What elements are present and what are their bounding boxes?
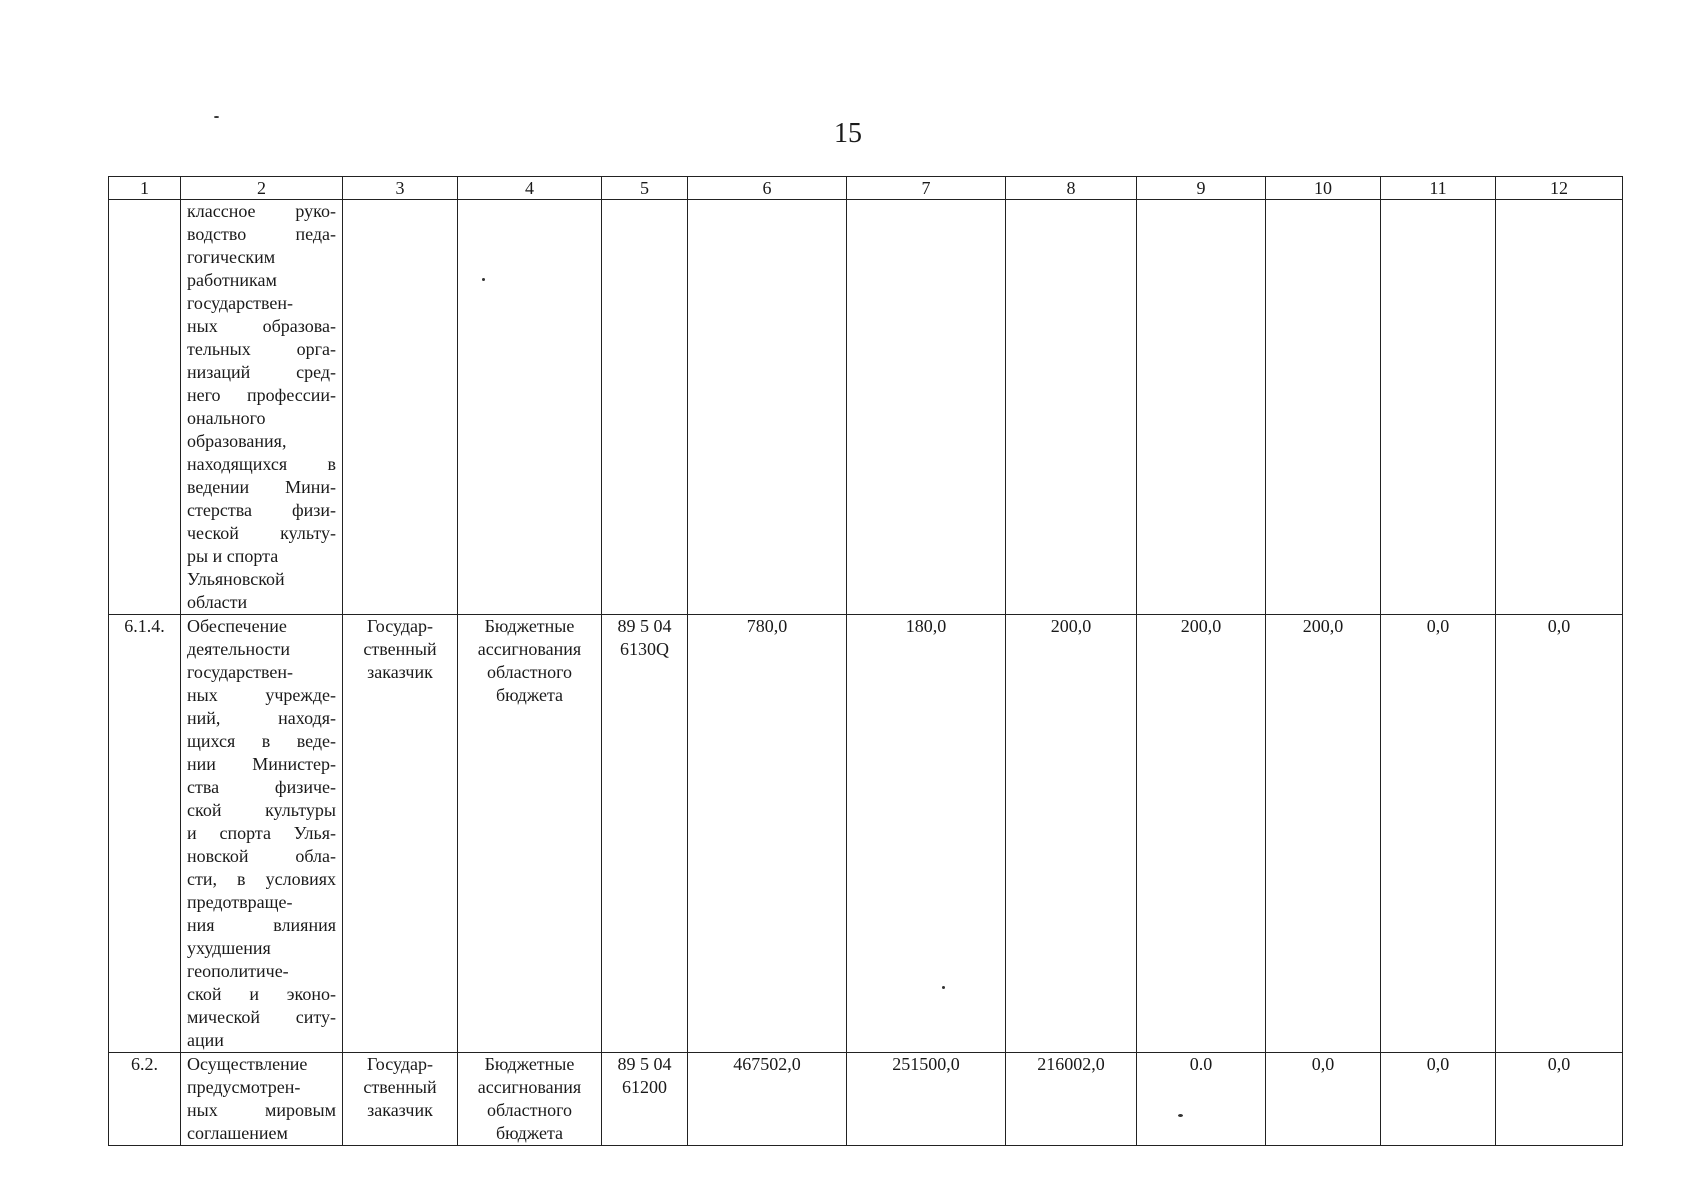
description-line: мической ситу- bbox=[187, 1007, 336, 1027]
funding-source-line: ассигнования bbox=[477, 1077, 582, 1097]
amount-cell-col-9: 0.0 bbox=[1137, 1053, 1266, 1146]
funding-source-cell bbox=[458, 615, 602, 1053]
funding-source-line: Бюджетные bbox=[484, 1054, 575, 1074]
column-header: 12 bbox=[1496, 177, 1623, 200]
column-header: 1 bbox=[109, 177, 181, 200]
description-line: нии Министер- bbox=[187, 754, 336, 774]
scan-speck bbox=[214, 116, 219, 118]
amount-cell-col-10 bbox=[1266, 200, 1381, 615]
column-header: 4 bbox=[458, 177, 602, 200]
amount-cell-col-12: 0,0 bbox=[1496, 615, 1623, 1053]
description-line: предотвраще- bbox=[187, 892, 293, 912]
funding-source-line: бюджета bbox=[495, 685, 564, 705]
amount-cell-col-6 bbox=[688, 200, 847, 615]
description-line: Осуществление bbox=[187, 1054, 308, 1074]
amount-cell-col-7 bbox=[847, 200, 1006, 615]
description-line: ры и спорта bbox=[187, 546, 279, 566]
description-line: соглашением bbox=[187, 1123, 288, 1143]
description-line: тельных орга- bbox=[187, 339, 336, 359]
description-line: ской культуры bbox=[187, 800, 336, 820]
description-line: гогическим bbox=[187, 247, 276, 267]
amount-cell-col-11: 0,0 bbox=[1381, 1053, 1496, 1146]
budget-code-cell bbox=[602, 200, 688, 615]
description-cell bbox=[181, 1053, 343, 1146]
amount-cell-col-10: 200,0 bbox=[1266, 615, 1381, 1053]
description-line: стерства физи- bbox=[187, 500, 336, 520]
description-line: ства физиче- bbox=[187, 777, 336, 797]
amount-cell-col-11: 0,0 bbox=[1381, 615, 1496, 1053]
table-row bbox=[109, 200, 1623, 615]
row-number-cell: 6.1.4. bbox=[109, 615, 181, 1053]
budget-code-cell bbox=[602, 615, 688, 1053]
description-line: Ульяновской bbox=[187, 569, 285, 589]
funding-source-line: ассигнования bbox=[477, 639, 582, 659]
budget-code-cell bbox=[602, 1053, 688, 1146]
description-line: классное руко- bbox=[187, 201, 336, 221]
customer-cell bbox=[343, 200, 458, 615]
column-header: 11 bbox=[1381, 177, 1496, 200]
amount-cell-col-9 bbox=[1137, 200, 1266, 615]
description-line: сти, в условиях bbox=[187, 869, 336, 889]
amount-cell-col-6: 780,0 bbox=[688, 615, 847, 1053]
customer-line: ственный bbox=[363, 639, 437, 659]
description-line: ния влияния bbox=[187, 915, 336, 935]
description-line: ухудшения bbox=[187, 938, 271, 958]
funding-source-cell bbox=[458, 1053, 602, 1146]
column-header: 8 bbox=[1006, 177, 1137, 200]
budget-code-line: 61200 bbox=[622, 1077, 667, 1097]
column-header: 9 bbox=[1137, 177, 1266, 200]
table-row bbox=[109, 1053, 1623, 1146]
amount-cell-col-8 bbox=[1006, 200, 1137, 615]
funding-source-cell bbox=[458, 200, 602, 615]
amount-cell-col-11 bbox=[1381, 200, 1496, 615]
table-body bbox=[109, 200, 1623, 1146]
amount-cell-col-9: 200,0 bbox=[1137, 615, 1266, 1053]
description-line: водство педа- bbox=[187, 224, 336, 244]
description-line: ных учрежде- bbox=[187, 685, 336, 705]
description-line: низаций сред- bbox=[187, 362, 336, 382]
customer-line: заказчик bbox=[367, 662, 433, 682]
description-line: работникам bbox=[187, 270, 277, 290]
description-line: государствен- bbox=[187, 662, 294, 682]
amount-cell-col-8: 216002,0 bbox=[1006, 1053, 1137, 1146]
description-line: ных мировым bbox=[187, 1100, 336, 1120]
description-line: ний, находя- bbox=[187, 708, 336, 728]
description-line: ных образова- bbox=[187, 316, 336, 336]
description-line: предусмотрен- bbox=[187, 1077, 301, 1097]
budget-code-line: 89 5 04 bbox=[617, 616, 672, 636]
description-line: и спорта Улья- bbox=[187, 823, 336, 843]
description-line: деятельности bbox=[187, 639, 291, 659]
description-line: находящихся в bbox=[187, 454, 336, 474]
amount-cell-col-7: 251500,0 bbox=[847, 1053, 1006, 1146]
column-header: 3 bbox=[343, 177, 458, 200]
column-header: 7 bbox=[847, 177, 1006, 200]
customer-cell bbox=[343, 1053, 458, 1146]
amount-cell-col-6: 467502,0 bbox=[688, 1053, 847, 1146]
description-line: Обеспечение bbox=[187, 616, 287, 636]
table-row bbox=[109, 615, 1623, 1053]
budget-code-line: 89 5 04 bbox=[617, 1054, 672, 1074]
description-line: государствен- bbox=[187, 293, 294, 313]
funding-source-line: областного bbox=[486, 662, 573, 682]
column-header: 6 bbox=[688, 177, 847, 200]
description-line: области bbox=[187, 592, 248, 612]
description-cell bbox=[181, 200, 343, 615]
amount-cell-col-7: 180,0 bbox=[847, 615, 1006, 1053]
description-line: ской и эконо- bbox=[187, 984, 336, 1004]
description-line: него профессии- bbox=[187, 385, 336, 405]
column-header: 10 bbox=[1266, 177, 1381, 200]
description-line: образования, bbox=[187, 431, 287, 451]
page-number: 15 bbox=[834, 118, 862, 149]
customer-line: Государ- bbox=[366, 1054, 434, 1074]
amount-cell-col-12 bbox=[1496, 200, 1623, 615]
funding-source-line: Бюджетные bbox=[484, 616, 575, 636]
customer-cell bbox=[343, 615, 458, 1053]
description-line: онального bbox=[187, 408, 266, 428]
description-line: ческой культу- bbox=[187, 523, 336, 543]
customer-line: Государ- bbox=[366, 616, 434, 636]
description-line: геополитиче- bbox=[187, 961, 289, 981]
customer-line: заказчик bbox=[367, 1100, 433, 1120]
description-line: щихся в веде- bbox=[187, 731, 336, 751]
row-number-cell: 6.2. bbox=[109, 1053, 181, 1146]
customer-line: ственный bbox=[363, 1077, 437, 1097]
budget-code-line: 6130Q bbox=[620, 639, 669, 659]
column-header: 2 bbox=[181, 177, 343, 200]
budget-table bbox=[108, 176, 1623, 1146]
description-line: ации bbox=[187, 1030, 224, 1050]
column-header: 5 bbox=[602, 177, 688, 200]
funding-source-line: бюджета bbox=[495, 1123, 564, 1143]
row-number-cell bbox=[109, 200, 181, 615]
funding-source-line: областного bbox=[486, 1100, 573, 1120]
description-line: новской обла- bbox=[187, 846, 336, 866]
amount-cell-col-12: 0,0 bbox=[1496, 1053, 1623, 1146]
amount-cell-col-10: 0,0 bbox=[1266, 1053, 1381, 1146]
header-row bbox=[109, 177, 1623, 200]
amount-cell-col-8: 200,0 bbox=[1006, 615, 1137, 1053]
description-cell bbox=[181, 615, 343, 1053]
description-line: ведении Мини- bbox=[187, 477, 336, 497]
